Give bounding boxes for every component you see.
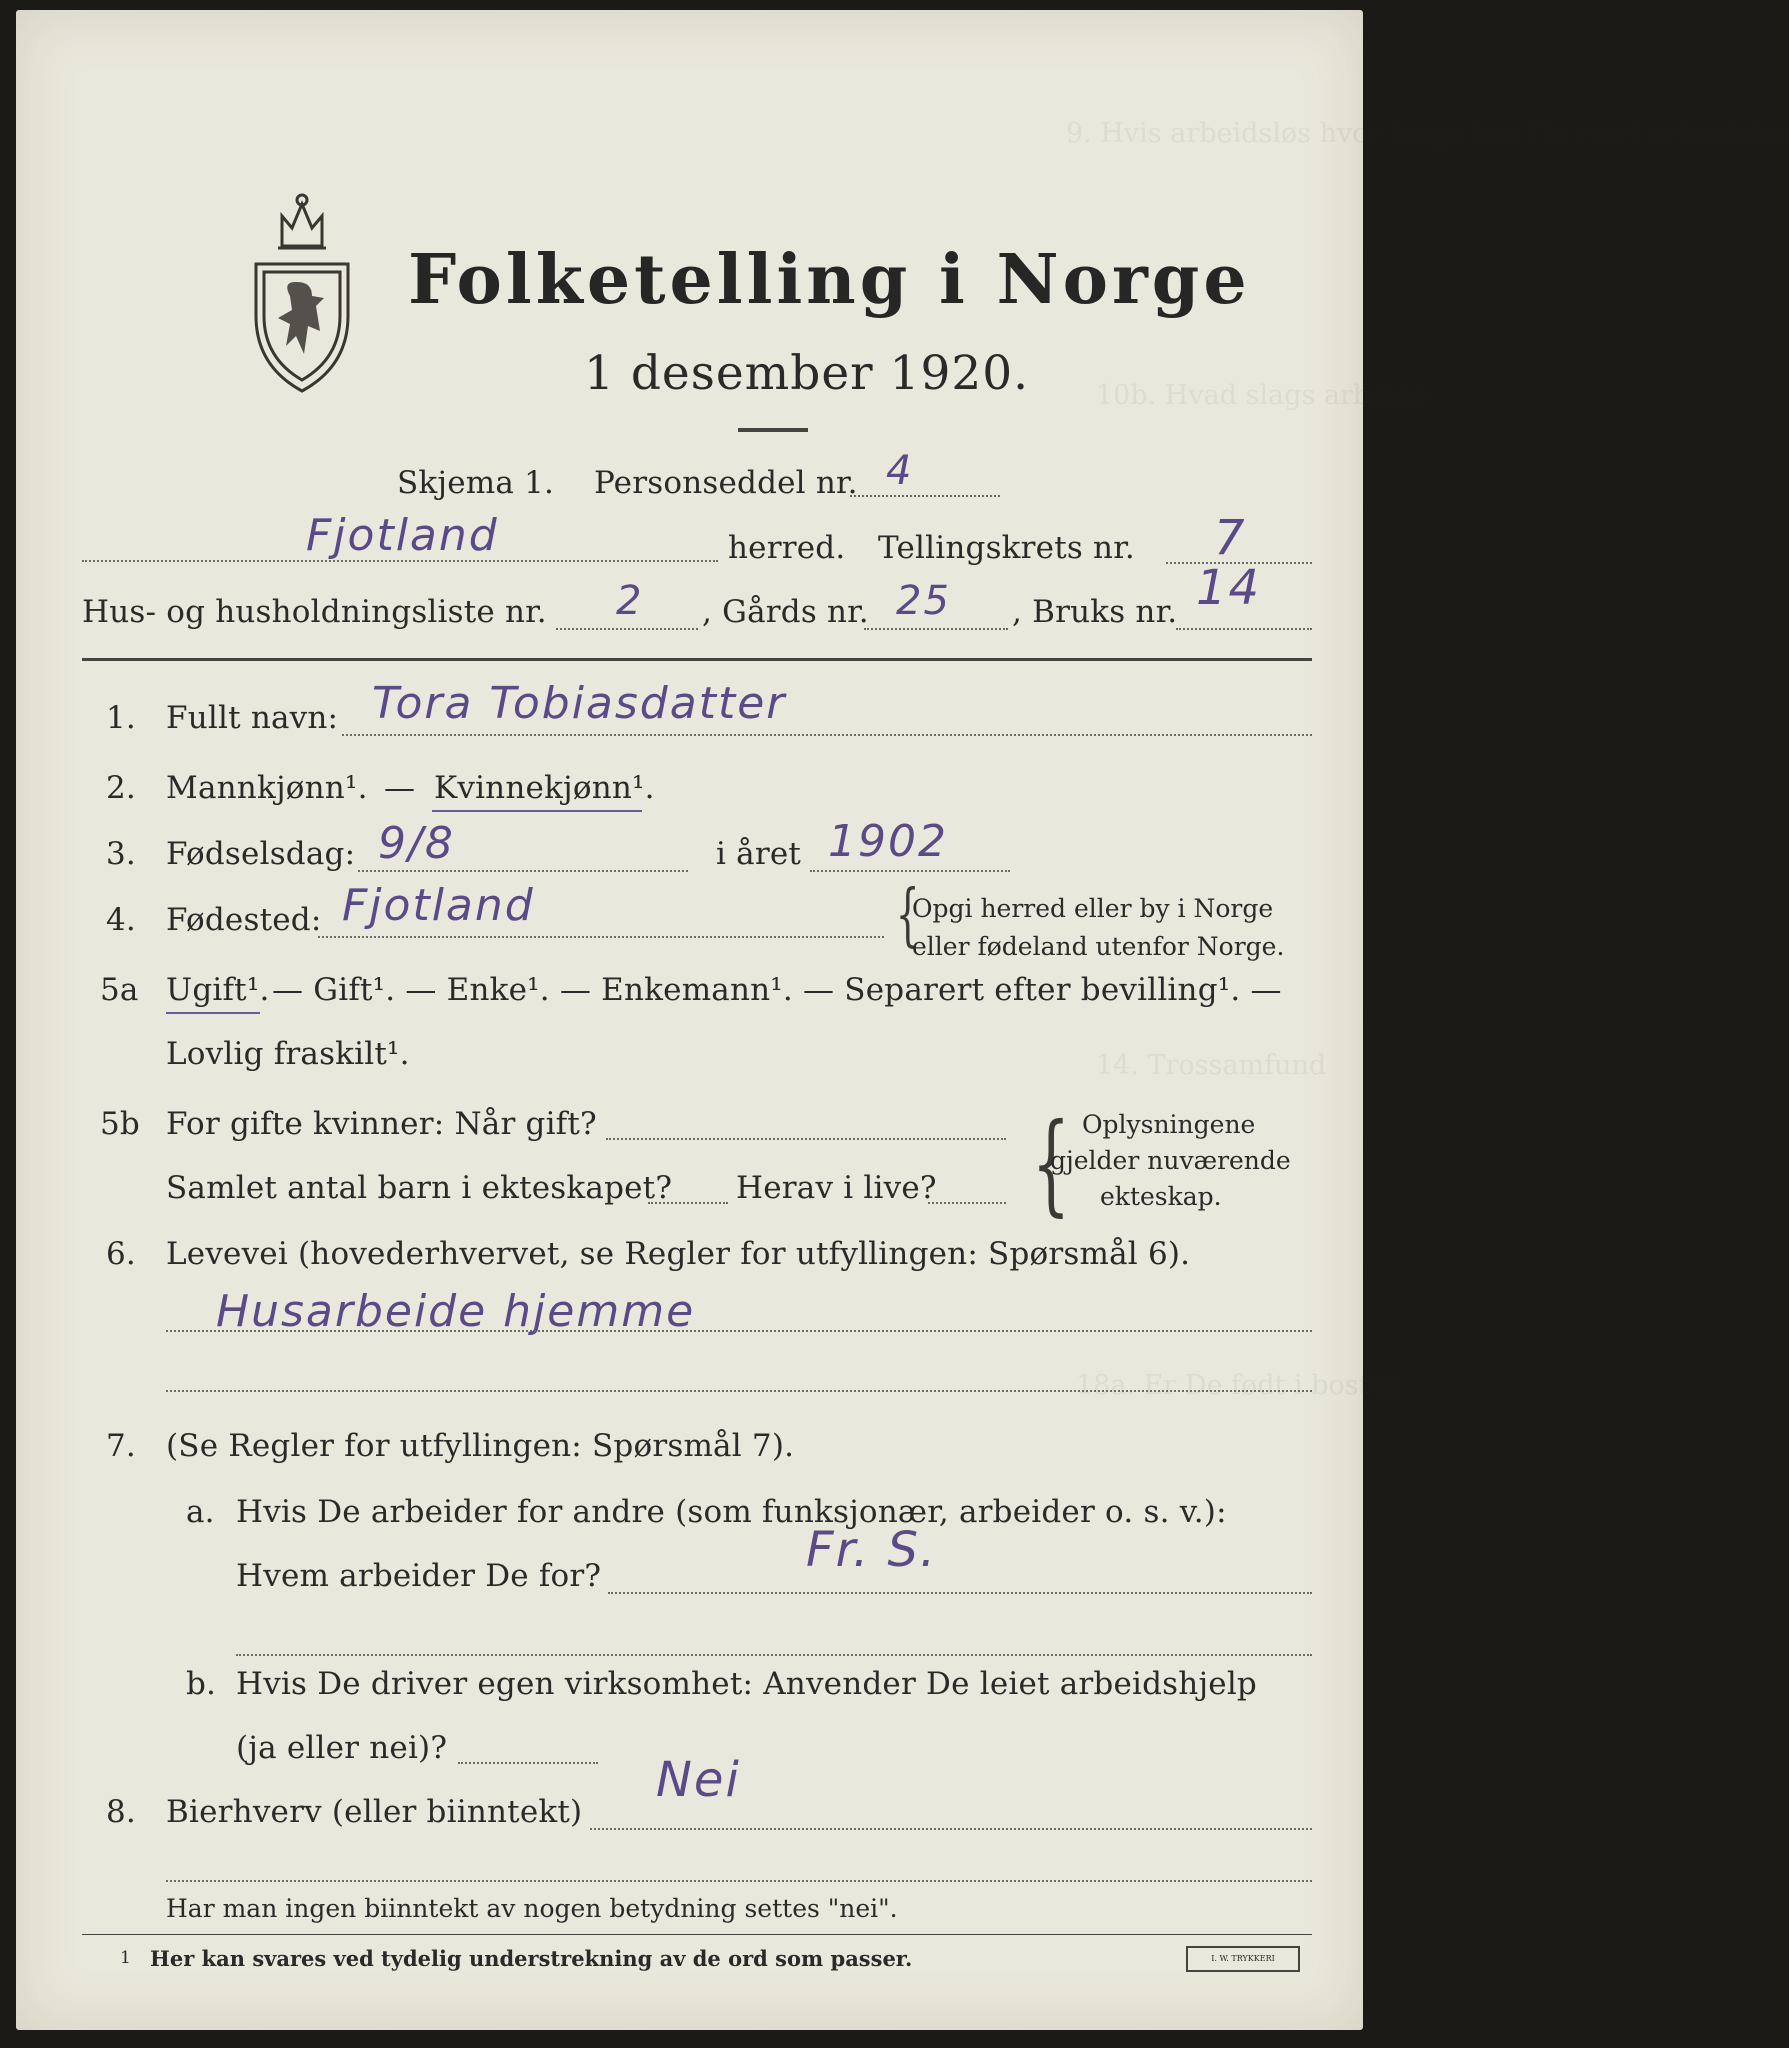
q3-birth-year: 1902	[828, 816, 948, 867]
q5b-married-when-label: For gifte kvinner: Når gift?	[166, 1106, 597, 1142]
q5a-ugift-option: Ugift¹.	[166, 972, 270, 1008]
q3-number: 3.	[106, 836, 136, 872]
schema-label: Skjema 1.	[397, 465, 555, 501]
q7a-letter: a.	[186, 1494, 215, 1530]
q5a-ugift-underline	[166, 1012, 260, 1014]
q5b-married-when-line	[606, 1138, 1006, 1140]
q3-label: Fødselsdag:	[166, 836, 356, 872]
q7b-label: (ja eller nei)?	[236, 1730, 448, 1766]
q8-answer: Nei	[656, 1752, 741, 1808]
q6-line2	[166, 1390, 1312, 1392]
q6-number: 6.	[106, 1236, 136, 1272]
q5b-children-line	[648, 1202, 728, 1204]
footer-separator	[82, 1934, 1312, 1935]
q5b-note-brace: {	[1031, 1099, 1071, 1227]
census-form-sheet	[16, 10, 1789, 2030]
q5b-note-line2: gjelder nuværende	[1050, 1146, 1291, 1175]
q3-year-line	[810, 870, 1010, 872]
q2-number: 2.	[106, 770, 136, 806]
q5a-number: 5a	[100, 972, 139, 1008]
q5b-children-label: Samlet antal barn i ekteskapet?	[166, 1170, 673, 1206]
q8-line2	[166, 1880, 1312, 1882]
q5b-note-line3: ekteskap.	[1100, 1182, 1222, 1211]
q2-male-option: Mannkjønn¹.	[166, 770, 368, 806]
q8-number: 8.	[106, 1794, 136, 1830]
q7b-line	[458, 1762, 598, 1764]
q2-female-option: Kvinnekjønn¹.	[434, 770, 655, 806]
q8-label: Bierhverv (eller biinntekt)	[166, 1794, 583, 1830]
q5b-alive-line	[928, 1202, 1006, 1204]
q7a-employer: Fr. S.	[806, 1522, 938, 1578]
printer-stamp: I. W. TRYKKERI	[1186, 1946, 1300, 1972]
q3-birth-day: 9/8	[378, 818, 455, 869]
bleed-through-text: 18a. Er De født i bosted	[1076, 1370, 1403, 1401]
q7-number: 7.	[106, 1428, 136, 1464]
gards-number: 25	[896, 578, 951, 624]
bleed-through-text: 10b. Hvad slags arbeide	[1096, 380, 1429, 411]
q4-birthplace: Fjotland	[342, 880, 535, 931]
census-date: 1 desember 1920.	[584, 346, 1030, 401]
q7b-letter: b.	[186, 1666, 217, 1702]
hus-number: 2	[616, 578, 644, 624]
herred-value: Fjotland	[306, 510, 499, 561]
q3-day-line	[358, 870, 688, 872]
bruks-number: 14	[1196, 560, 1262, 616]
q1-line	[342, 734, 1312, 736]
footer-note: Har man ingen biinntekt av nogen betydning settes "nei".	[166, 1894, 898, 1923]
q7a-employer-line	[608, 1592, 1312, 1594]
q6-line1	[166, 1330, 1312, 1332]
q4-note-brace: {	[895, 876, 920, 955]
q7a-employer-label: Hvem arbeider De for?	[236, 1558, 602, 1594]
q5a-lovlig-fraskilt: Lovlig fraskilt¹.	[166, 1036, 410, 1072]
q7-label: (Se Regler for utfyllingen: Spørsmål 7).	[166, 1428, 795, 1464]
herred-label: herred.	[728, 530, 846, 566]
footnote-text: Her kan svares ved tydelig understrekning av de ord som passer.	[150, 1946, 913, 1971]
q4-label: Fødested:	[166, 902, 322, 938]
personseddel-number: 4	[886, 448, 914, 494]
q2-separator: —	[384, 770, 416, 806]
bruks-label: , Bruks nr.	[1012, 594, 1178, 630]
q4-note-line2: eller fødeland utenfor Norge.	[912, 932, 1285, 961]
personseddel-label: Personseddel nr.	[594, 465, 858, 501]
q7a-text: Hvis De arbeider for andre (som funksjonær, arbeider o. s. v.):	[236, 1494, 1227, 1530]
hus-label: Hus- og husholdningsliste nr.	[82, 594, 547, 630]
bleed-through-text: 14. Trossamfund	[1096, 1050, 1327, 1081]
bleed-through-text: 9. Hvis arbeidsløs hvor lenge har De vært arbeidsløs	[1066, 118, 1789, 149]
personseddel-line	[850, 495, 1000, 497]
q4-number: 4.	[106, 902, 136, 938]
q5b-note-line1: Oplysningene	[1082, 1110, 1256, 1139]
q5b-alive-label: Herav i live?	[736, 1170, 937, 1206]
q6-occupation: Husarbeide hjemme	[216, 1286, 696, 1337]
form-title: Folketelling i Norge	[408, 240, 1251, 320]
q1-number: 1.	[106, 700, 136, 736]
footnote-mark: 1	[120, 1948, 131, 1968]
q5b-number: 5b	[100, 1106, 140, 1142]
title-divider	[738, 428, 808, 432]
q1-answer-full-name: Tora Tobiasdatter	[372, 678, 787, 729]
q7b-text: Hvis De driver egen virksomhet: Anvender De leiet arbeidshjelp	[236, 1666, 1257, 1702]
q4-note-line1: Opgi herred eller by i Norge	[912, 894, 1274, 923]
tellingskrets-label: Tellingskrets nr.	[878, 530, 1135, 566]
hus-line	[556, 628, 698, 630]
q4-line	[318, 936, 884, 938]
header-separator	[82, 658, 1312, 661]
tellingskrets-number: 7	[1214, 510, 1247, 566]
q1-label: Fullt navn:	[166, 700, 339, 736]
q3-year-label: i året	[716, 836, 802, 872]
q5a-other-options: — Gift¹. — Enke¹. — Enkemann¹. — Separert efter bevilling¹. —	[272, 972, 1282, 1008]
norway-coat-of-arms-icon	[242, 186, 362, 406]
q2-female-underline	[432, 810, 642, 812]
q7a-line2	[236, 1654, 1312, 1656]
q8-line	[590, 1828, 1312, 1830]
gards-line	[864, 628, 1008, 630]
q6-label: Levevei (hovederhvervet, se Regler for utfyllingen: Spørsmål 6).	[166, 1236, 1191, 1272]
gards-label: , Gårds nr.	[702, 594, 869, 630]
bruks-line	[1176, 628, 1312, 630]
